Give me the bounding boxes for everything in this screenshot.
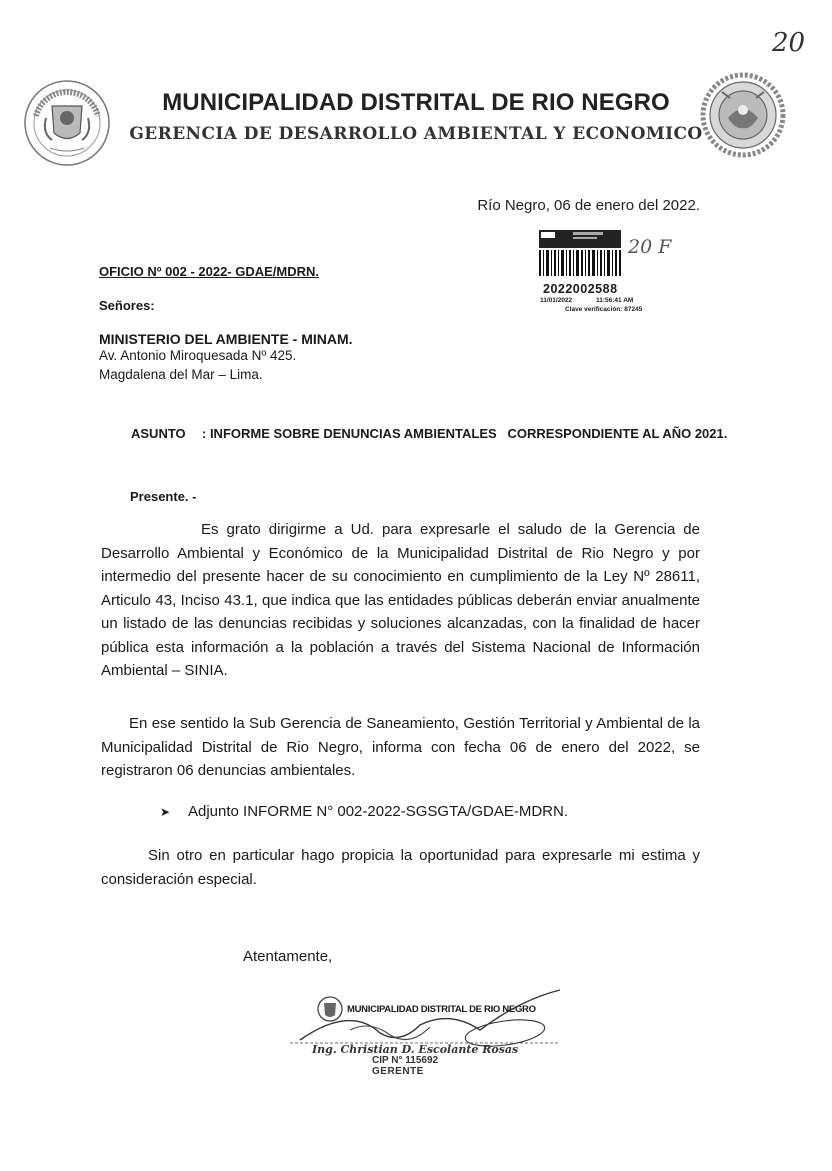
salutation: Señores: — [99, 298, 155, 313]
barcode-number: 2022002588 — [543, 282, 618, 296]
body-paragraph-3: Sin otro en particular hago propicia la oportunidad para expresarle mi estima y consideración especial. — [101, 847, 700, 888]
stamp-verification-key: Clave verificación: 87245 — [565, 306, 643, 313]
attachment-line — [160, 803, 568, 820]
page-number: 20 — [772, 28, 806, 58]
municipality-title: MUNICIPALIDAD DISTRITAL DE RIO NEGRO — [162, 89, 670, 116]
recipient-address-line1: Av. Antonio Miroquesada Nº 425. — [99, 348, 297, 363]
stamp-time: 11:56:41 AM — [596, 297, 634, 304]
attachment-text: Adjunto INFORME N° 002-2022-SGSGTA/GDAE-MDRN. — [188, 803, 568, 820]
signatory-name: Ing. Christian D. Escolante Rosas — [312, 1043, 519, 1056]
stamp-date: 11/01/2022 — [540, 297, 573, 304]
signatory-role: GERENTE — [372, 1066, 424, 1077]
department-subtitle: GERENCIA DE DESARROLLO AMBIENTAL Y ECONOMICO — [129, 124, 703, 144]
subject-label: ASUNTO — [131, 426, 186, 441]
document-reference: OFICIO Nº 002 - 2022- GDAE/MDRN. — [99, 264, 320, 279]
arrow-bullet-icon: ➤ — [160, 805, 171, 819]
closing: Atentamente, — [243, 948, 333, 965]
signature-seal-text: MUNICIPALIDAD DISTRITAL DE RIO NEGRO — [347, 1004, 536, 1015]
greeting: Presente. - — [130, 489, 197, 504]
body-paragraph-1: Es grato dirigirme a Ud. para expresarle el saludo de la Gerencia de Desarrollo Ambiental y Económico de la Municipalidad Distrital de Rio Negro y por intermedio del presente hacer de su conocimiento en cumplimiento de la Ley Nº 28611, Articulo 43, Inciso 43.1, que indica que las entidades públicas deberán enviar anualmente un listado de las denuncias recibidas y soluciones alcanzadas, con la finalidad de hacer pública esta información a la población a través del Sistema Nacional de Información Ambiental – SINIA. — [101, 521, 700, 679]
recipient-name: MINISTERIO DEL AMBIENTE - MINAM. — [99, 331, 353, 347]
document-date: Río Negro, 06 de enero del 2022. — [477, 197, 700, 214]
signatory-cip: CIP N° 115692 — [372, 1055, 439, 1066]
recipient-address-line2: Magdalena del Mar – Lima. — [99, 367, 263, 382]
subject-text: : INFORME SOBRE DENUNCIAS AMBIENTALES CORRESPONDIENTE AL AÑO 2021. — [202, 426, 728, 441]
body-paragraph-2: En ese sentido la Sub Gerencia de Saneamiento, Gestión Territorial y Ambiental de la Municipalidad Distrital de Rio Negro, informa con fecha 06 de enero del 2022, se registraron 06 denuncias ambientales. — [101, 715, 700, 779]
handwritten-folio-note: 20 F — [628, 236, 672, 258]
